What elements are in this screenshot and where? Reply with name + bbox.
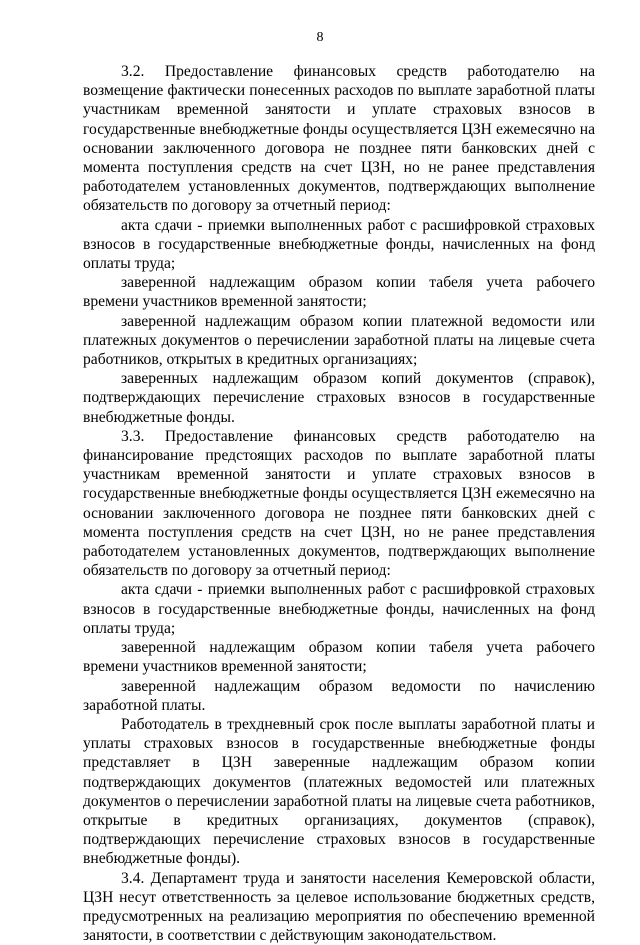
list-item-certificates: заверенных надлежащим образом копий документов (справок), подтверждающих перечисление страховых взносов в государственные внебюджетные фонды. <box>83 370 595 426</box>
paragraph-3-4: 3.4. Департамент труда и занятости населения Кемеровской области, ЦЗН несут ответственность за целевое использование бюджетных средств, предусмотренных на реализацию мероприятия по обеспечению временной занятости, в соответствии с действующим законодательством. <box>83 869 595 945</box>
list-item-timesheet: заверенной надлежащим образом копии табеля учета рабочего времени участников временной занятости; <box>83 274 595 311</box>
list-item-timesheet: заверенной надлежащим образом копии табеля учета рабочего времени участников временной занятости; <box>83 639 595 676</box>
paragraph-3-2: 3.2. Предоставление финансовых средств работодателю на возмещение фактически понесенных расходов по выплате заработной платы участникам временной занятости и уплате страховых взносов в государственные внебюджетные фонды осуществляется ЦЗН ежемесячно на основании заключенного договора не позднее пяти банковских дней с момента поступления средств на счет ЦЗН, но не ранее представления работодателем установленных документов, подтверждающих выполнение обязательств по договору за отчетный период: <box>83 63 595 215</box>
paragraph-3-3: 3.3. Предоставление финансовых средств работодателю на финансирование предстоящих расходов по выплате заработной платы участникам временной занятости и уплате страховых взносов в государственные внебюджетные фонды осуществляется ЦЗН ежемесячно на основании заключенного договора не позднее пяти банковских дней с момента поступления средств на счет ЦЗН, но не ранее представления работодателем установленных документов, подтверждающих выполнение обязательств по договору за отчетный период: <box>83 427 595 580</box>
document-body <box>83 62 595 945</box>
list-item-act: акта сдачи - приемки выполненных работ с расшифровкой страховых взносов в государственные внебюджетные фонды, начисленных на фонд оплаты труда; <box>83 216 595 273</box>
paragraph-employer: Работодатель в трехдневный срок после выплаты заработной платы и уплаты страховых взносов в государственные внебюджетные фонды представляет в ЦЗН заверенные надлежащим образом копии подтверждающих документов (платежных ведомостей или платежных документов о перечислении заработной платы на лицевые счета работников, открытые в кредитных организациях, документов (справок), подтверждающих перечисление страховых взносов в государственные внебюджетные фонды). <box>83 715 595 868</box>
list-item-wage-statement: заверенной надлежащим образом ведомости по начислению заработной платы. <box>83 677 595 714</box>
page-number: 8 <box>316 30 324 45</box>
list-item-payroll: заверенной надлежащим образом копии платежной ведомости или платежных документов о перечислении заработной платы на лицевые счета работников, открытых в кредитных организациях; <box>83 312 595 369</box>
list-item-act: акта сдачи - приемки выполненных работ с расшифровкой страховых взносов в государственные внебюджетные фонды, начисленных на фонд оплаты труда; <box>83 581 595 637</box>
